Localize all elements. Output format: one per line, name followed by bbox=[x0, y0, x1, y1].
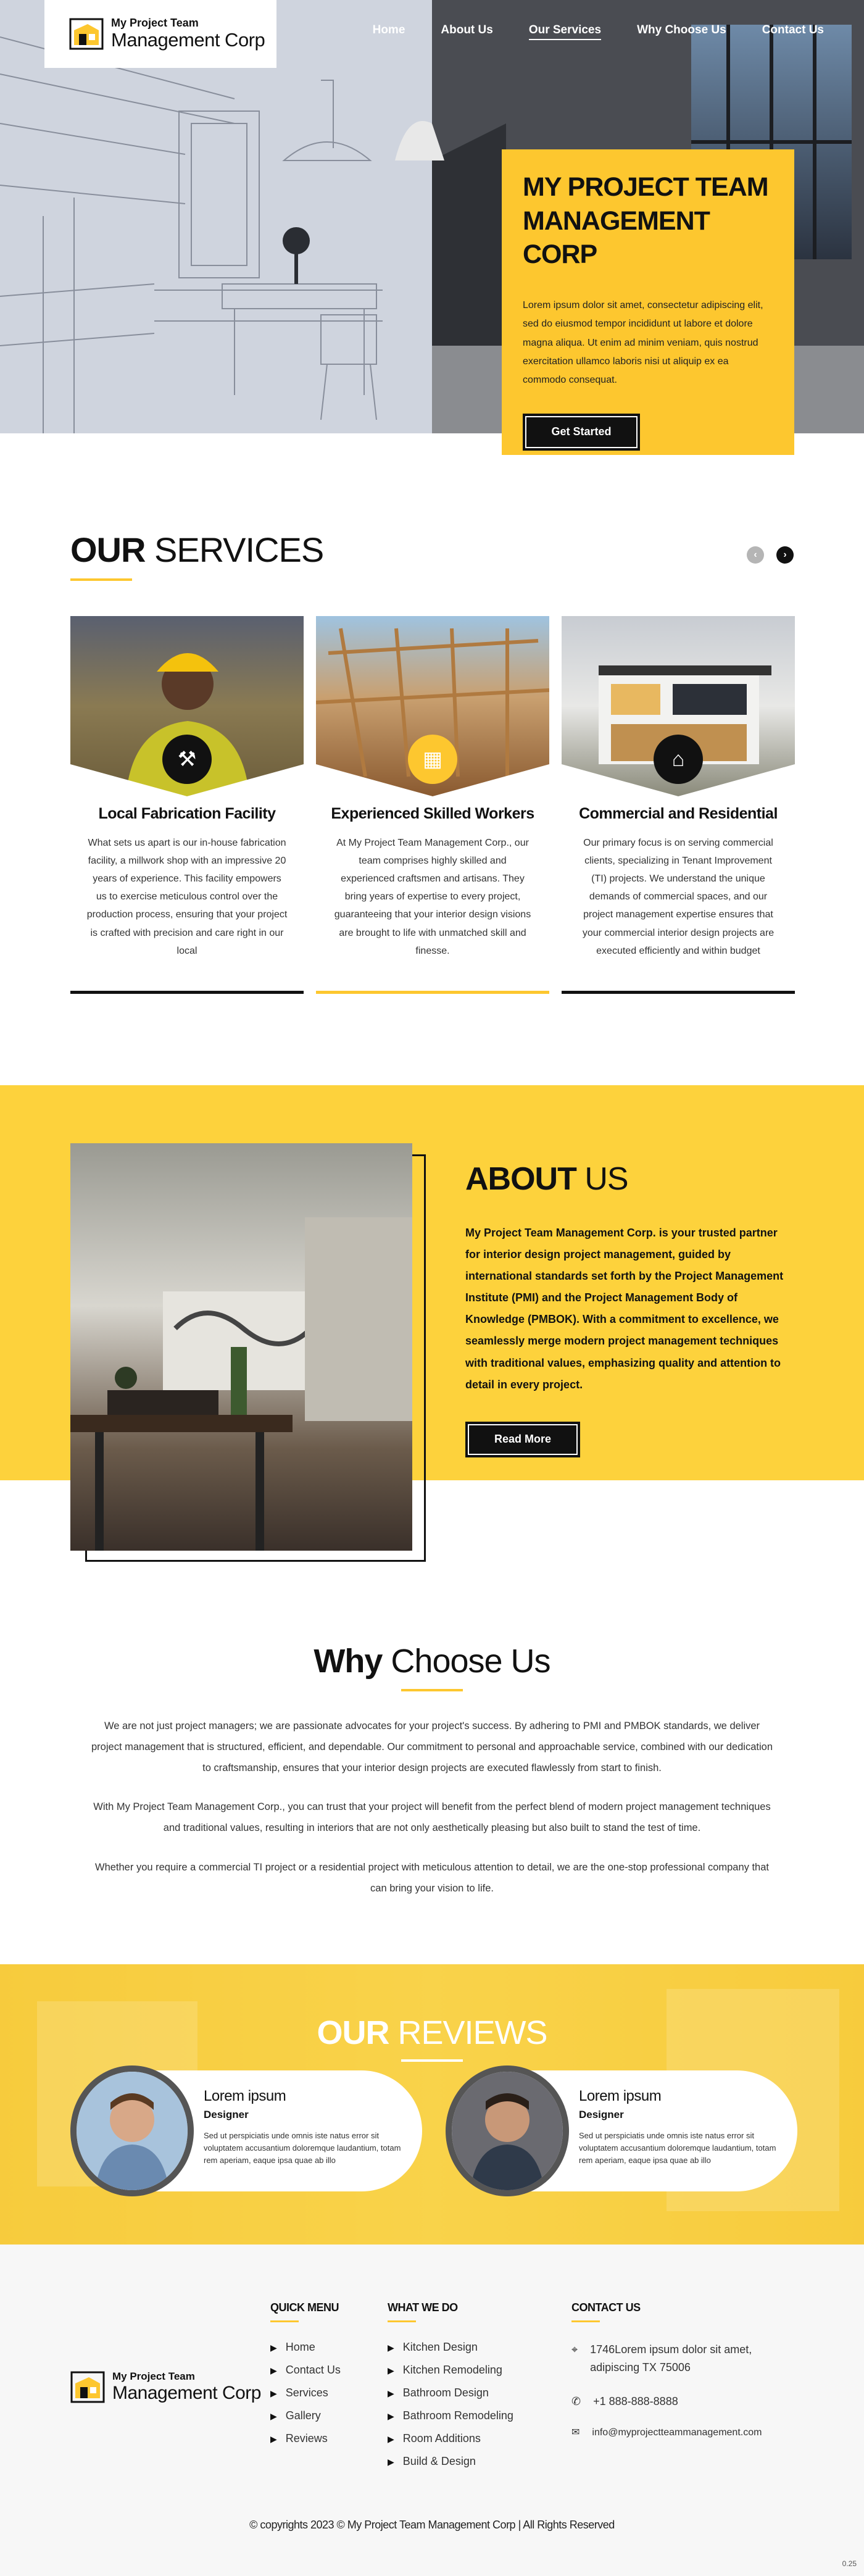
nav-about[interactable]: About Us bbox=[441, 23, 493, 36]
chevron-right-icon: ▶ bbox=[388, 2366, 394, 2375]
service-link-label: Room Additions bbox=[402, 2432, 481, 2445]
reviews-underline bbox=[401, 2059, 463, 2062]
chevron-right-icon: ▶ bbox=[270, 2366, 277, 2375]
service-link[interactable] bbox=[388, 2432, 513, 2455]
quick-link-gallery[interactable] bbox=[270, 2409, 341, 2432]
nav-why-choose-us[interactable]: Why Choose Us bbox=[637, 23, 726, 36]
quick-link-label: Gallery bbox=[285, 2409, 321, 2422]
about-image bbox=[70, 1143, 412, 1551]
service-card-bar bbox=[562, 991, 795, 994]
service-link[interactable] bbox=[388, 2364, 513, 2386]
why-choose-us-section bbox=[0, 1642, 864, 1899]
read-more-button[interactable]: Read More bbox=[465, 1422, 580, 1457]
service-title: Local Fabrication Facility bbox=[98, 805, 276, 822]
reviewer-name: Lorem ipsum bbox=[204, 2088, 286, 2104]
hero-card bbox=[502, 149, 794, 455]
why-paragraph-2: With My Project Team Management Corp., you can trust that your project will benefit from the perfect blend of modern project management techniques and traditional values, resulting in interiors that are not only aesthetically pleasing but also built to stand the test of time. bbox=[93, 1801, 771, 1834]
chevron-right-icon: ▶ bbox=[270, 2388, 277, 2398]
chevron-right-icon: ▶ bbox=[270, 2411, 277, 2421]
building-icon: ⌂ bbox=[654, 735, 703, 784]
service-link[interactable] bbox=[388, 2341, 513, 2364]
service-link-label: Kitchen Remodeling bbox=[402, 2364, 502, 2376]
chevron-right-icon: ▶ bbox=[388, 2343, 394, 2353]
footer-logo[interactable] bbox=[70, 2370, 261, 2403]
about-title-rest: US bbox=[576, 1161, 628, 1197]
contact-address bbox=[571, 2341, 781, 2377]
reviewer-role: Designer bbox=[579, 2109, 624, 2120]
mail-icon: ✉ bbox=[571, 2427, 580, 2438]
service-card[interactable] bbox=[316, 616, 549, 994]
reviewer-role: Designer bbox=[204, 2109, 249, 2120]
service-text: What sets us apart is our in-house fabrication facility, a millwork shop with an impressive 20 years of experience. This facility empowers us to exercise meticulous control over the production process, ensuring that your project is crafted with precision and care right in our local bbox=[86, 838, 288, 956]
chevron-right-icon: ▶ bbox=[388, 2411, 394, 2421]
chevron-right-icon: ▶ bbox=[270, 2343, 277, 2353]
review-card bbox=[75, 2070, 422, 2191]
service-image-framing bbox=[316, 616, 549, 796]
contact-underline bbox=[571, 2320, 600, 2322]
service-text: At My Project Team Management Corp., our team comprises highly skilled and experienced craftsmen and artisans. They bring years of expertise to every project, guaranteeing that your interior design visions are brought to life with unmatched skill and finesse. bbox=[334, 838, 531, 956]
copyright: © copyrights 2023 © My Project Team Management Corp | All Rights Reserved bbox=[249, 2519, 615, 2531]
quick-menu-underline bbox=[270, 2320, 299, 2322]
phone-text: +1 888-888-8888 bbox=[593, 2395, 678, 2407]
logo-icon bbox=[70, 2371, 105, 2403]
quick-link-label: Reviews bbox=[285, 2432, 328, 2445]
get-started-button[interactable]: Get Started bbox=[523, 414, 640, 451]
service-image-building bbox=[562, 616, 795, 796]
what-we-do-underline bbox=[388, 2320, 416, 2322]
footer-quick-menu bbox=[270, 2301, 341, 2455]
main-nav bbox=[373, 23, 824, 40]
service-card[interactable] bbox=[70, 616, 304, 994]
service-link[interactable] bbox=[388, 2455, 513, 2478]
chevron-right-icon: ▶ bbox=[388, 2457, 394, 2467]
service-link-label: Bathroom Remodeling bbox=[402, 2409, 513, 2422]
nav-contact[interactable]: Contact Us bbox=[762, 23, 824, 36]
services-underline bbox=[70, 578, 132, 581]
service-link-label: Build & Design bbox=[402, 2455, 476, 2467]
reviewer-name: Lorem ipsum bbox=[579, 2088, 662, 2104]
version-label: 0.25 bbox=[842, 2559, 857, 2568]
service-title: Experienced Skilled Workers bbox=[331, 805, 534, 822]
chevron-right-icon: ▶ bbox=[388, 2434, 394, 2444]
avatar bbox=[446, 2065, 569, 2196]
service-title: Commercial and Residential bbox=[579, 805, 778, 822]
quick-link-label: Contact Us bbox=[285, 2364, 341, 2376]
worker-icon: ⚒ bbox=[162, 735, 212, 784]
contact-title: CONTACT US bbox=[571, 2301, 641, 2314]
service-text: Our primary focus is on serving commercial clients, specializing in Tenant Improvement (TI) projects. We understand the unique demands of commercial spaces, and our project management expertise ensures that your commercial interior design projects are executed efficiently and within budget bbox=[582, 838, 775, 956]
nav-home[interactable]: Home bbox=[372, 23, 405, 36]
review-text: Sed ut perspiciatis unde omnis iste natus error sit voluptatem accusantium doloremque laudantium, totam rem aperiam, eaque ipsa quae ab illo bbox=[579, 2131, 776, 2165]
quick-link-label: Home bbox=[285, 2341, 315, 2353]
quick-link-contact[interactable] bbox=[270, 2364, 341, 2386]
quick-link-services[interactable] bbox=[270, 2386, 341, 2409]
address-text: 1746Lorem ipsum dolor sit amet, adipiscing TX 75006 bbox=[590, 2343, 752, 2374]
next-arrow-icon[interactable]: › bbox=[776, 546, 794, 564]
logo-line-1: My Project Team bbox=[111, 17, 199, 30]
service-link-label: Bathroom Design bbox=[402, 2386, 489, 2399]
service-card[interactable] bbox=[562, 616, 795, 994]
hero-text: Lorem ipsum dolor sit amet, consectetur adipiscing elit, sed do eiusmod tempor incididunt ut labore et dolore magna aliqua. Ut enim ad minim veniam, quis nostrud exercitation ullamco laboris nisi ut aliquip ex ea commodo consequat. bbox=[523, 299, 763, 386]
map-pin-icon: ⌖ bbox=[571, 2343, 578, 2356]
blueprint-icon: ▦ bbox=[408, 735, 457, 784]
why-underline bbox=[401, 1689, 463, 1691]
footer-logo-line-1: My Project Team bbox=[112, 2370, 195, 2382]
chevron-right-icon: ▶ bbox=[388, 2388, 394, 2398]
logo-icon bbox=[69, 18, 104, 50]
prev-arrow-icon[interactable]: ‹ bbox=[747, 546, 764, 564]
footer-contact bbox=[571, 2301, 781, 2441]
why-paragraph-3: Whether you require a commercial TI project or a residential project with meticulous attention to detail, we are the one-stop professional company that can bring your vision to life. bbox=[95, 1862, 769, 1894]
service-link[interactable] bbox=[388, 2386, 513, 2409]
about-title-bold: ABOUT bbox=[465, 1161, 576, 1197]
review-text: Sed ut perspiciatis unde omnis iste natus error sit voluptatem accusantium doloremque laudantium, totam rem aperiam, eaque ipsa quae ab illo bbox=[204, 2131, 401, 2165]
reviews-title-rest: REVIEWS bbox=[389, 2014, 547, 2051]
why-title-rest: Choose Us bbox=[382, 1643, 550, 1680]
quick-menu-title: QUICK MENU bbox=[270, 2301, 339, 2314]
review-card bbox=[451, 2070, 797, 2191]
service-link[interactable] bbox=[388, 2409, 513, 2432]
services-heading bbox=[70, 530, 323, 581]
service-image-worker bbox=[70, 616, 304, 796]
avatar bbox=[70, 2065, 194, 2196]
logo-line-2: Management Corp bbox=[111, 29, 265, 51]
footer-logo-line-2: Management Corp bbox=[112, 2383, 261, 2403]
quick-link-label: Services bbox=[285, 2386, 328, 2399]
nav-services[interactable]: Our Services bbox=[529, 23, 601, 40]
header-logo[interactable] bbox=[44, 0, 276, 68]
quick-link-home[interactable] bbox=[270, 2341, 341, 2364]
contact-phone[interactable] bbox=[571, 2393, 781, 2411]
email-text: info@myprojectteammanagement.com bbox=[592, 2427, 762, 2438]
about-content bbox=[465, 1161, 792, 1457]
phone-icon: ✆ bbox=[571, 2395, 581, 2407]
why-title-bold: Why bbox=[314, 1643, 383, 1680]
quick-link-reviews[interactable] bbox=[270, 2432, 341, 2455]
reviews-heading bbox=[0, 2014, 864, 2062]
contact-email[interactable] bbox=[571, 2425, 781, 2441]
service-link-label: Kitchen Design bbox=[402, 2341, 478, 2353]
services-title-rest: SERVICES bbox=[145, 530, 324, 569]
service-card-bar bbox=[70, 991, 304, 994]
about-text: My Project Team Management Corp. is your trusted partner for interior design project management, guided by international standards set forth by the Project Management Institute (PMI) and the Project Management Body of Knowledge (PMBOK). With a commitment to excellence, we seamlessly merge modern project management techniques with traditional values, emphasizing quality and attention to detail in every project. bbox=[465, 1227, 784, 1391]
why-paragraph-1: We are not just project managers; we are passionate advocates for your project's success. By adhering to PMI and PMBOK standards, we deliver project management that is structured, efficient, and dependable. Our commitment to personal and approachable service, combined with our dedication to craftsmanship, ensures that your interior design projects are executed flawlessly from start to finish. bbox=[91, 1720, 773, 1774]
footer-what-we-do bbox=[388, 2301, 513, 2478]
what-we-do-title: WHAT WE DO bbox=[388, 2301, 458, 2314]
hero-title: MY PROJECT TEAM MANAGEMENT CORP bbox=[523, 172, 768, 270]
chevron-right-icon: ▶ bbox=[270, 2434, 277, 2444]
services-title-bold: OUR bbox=[70, 530, 146, 569]
service-card-bar bbox=[316, 991, 549, 994]
reviews-title-bold: OUR bbox=[317, 2014, 389, 2051]
